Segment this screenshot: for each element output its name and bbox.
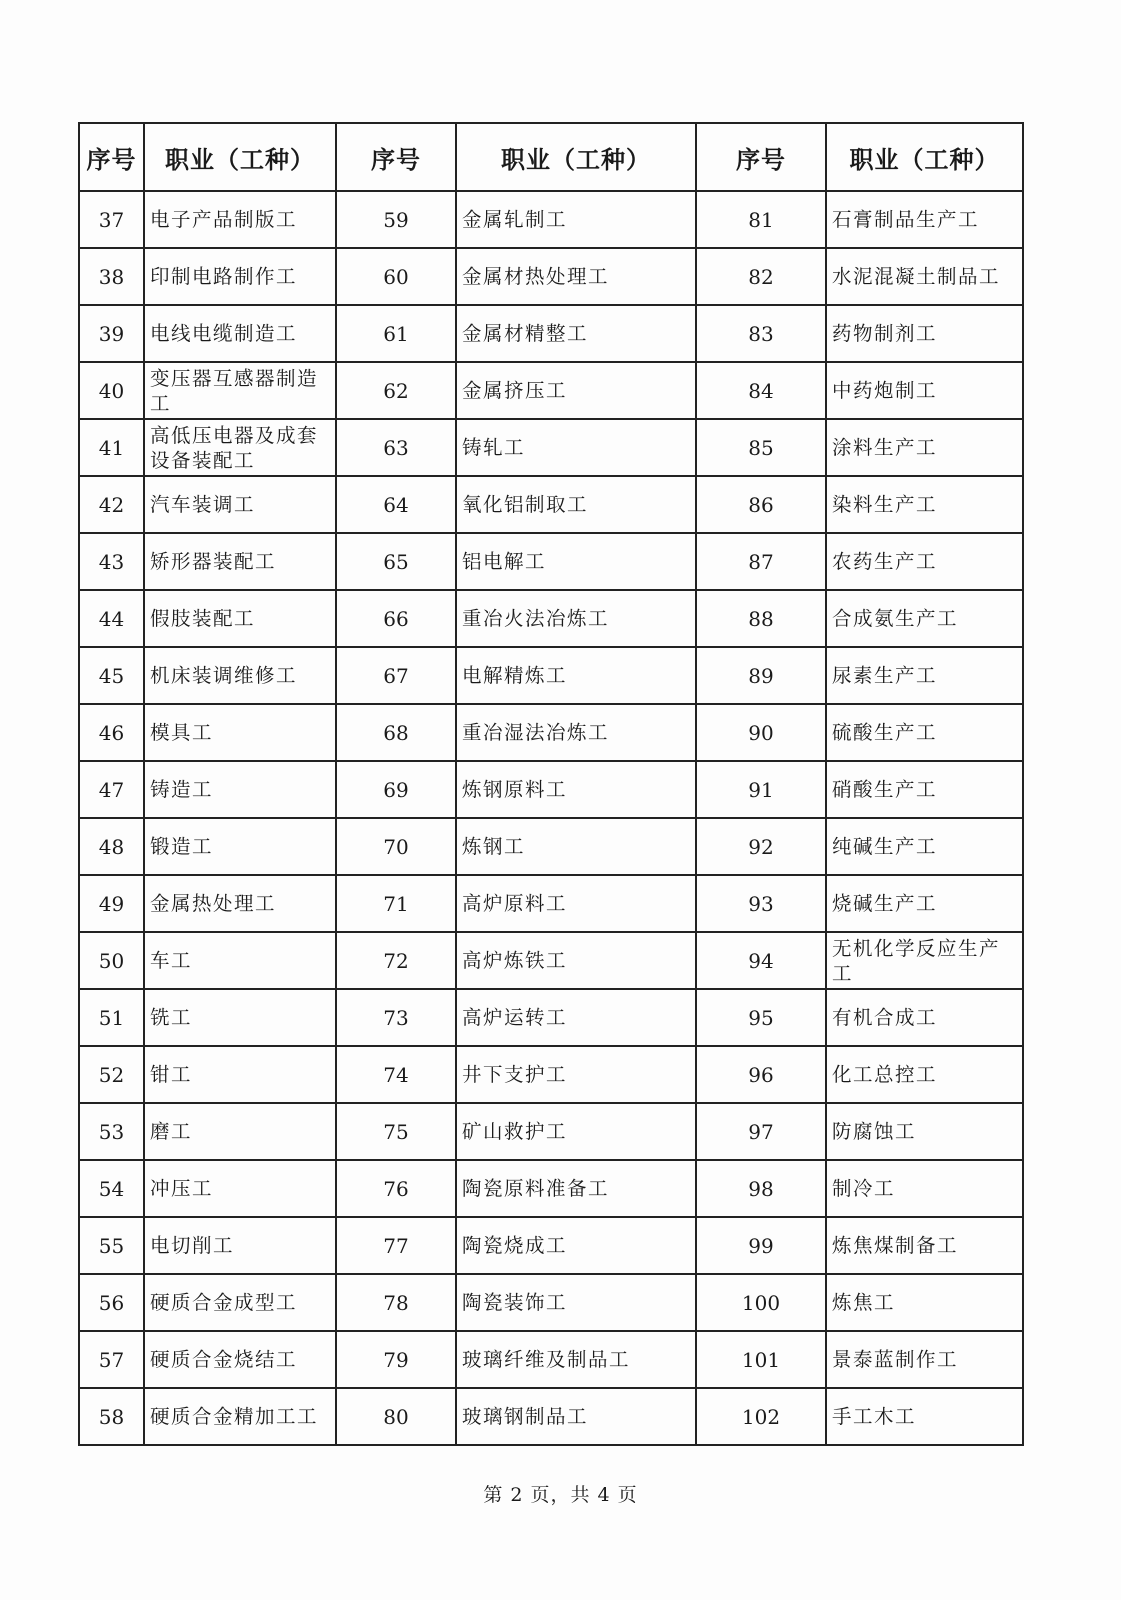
occupation-cell: 铸造工	[144, 761, 336, 818]
seq-cell: 37	[79, 191, 144, 248]
seq-cell: 48	[79, 818, 144, 875]
seq-cell: 85	[696, 419, 826, 476]
table-row	[79, 875, 1023, 932]
seq-cell: 97	[696, 1103, 826, 1160]
occupation-cell: 炼钢原料工	[456, 761, 696, 818]
seq-cell: 54	[79, 1160, 144, 1217]
occupation-cell: 合成氨生产工	[826, 590, 1023, 647]
occupation-cell: 炼焦煤制备工	[826, 1217, 1023, 1274]
seq-cell: 62	[336, 362, 456, 419]
occupation-cell: 染料生产工	[826, 476, 1023, 533]
occupation-cell: 玻璃钢制品工	[456, 1388, 696, 1445]
occupation-cell: 金属热处理工	[144, 875, 336, 932]
seq-cell: 38	[79, 248, 144, 305]
occupation-cell: 手工木工	[826, 1388, 1023, 1445]
seq-cell: 77	[336, 1217, 456, 1274]
occupation-cell: 炼钢工	[456, 818, 696, 875]
seq-cell: 41	[79, 419, 144, 476]
table-row	[79, 419, 1023, 476]
occupation-cell: 陶瓷装饰工	[456, 1274, 696, 1331]
table-row	[79, 761, 1023, 818]
occupation-cell: 金属材热处理工	[456, 248, 696, 305]
occupation-cell: 铸轧工	[456, 419, 696, 476]
occupation-cell: 矫形器装配工	[144, 533, 336, 590]
occupation-cell: 有机合成工	[826, 989, 1023, 1046]
seq-cell: 71	[336, 875, 456, 932]
header-seq: 序号	[696, 123, 826, 191]
occupation-cell: 金属材精整工	[456, 305, 696, 362]
occupation-cell: 中药炮制工	[826, 362, 1023, 419]
seq-cell: 53	[79, 1103, 144, 1160]
occupation-cell: 汽车装调工	[144, 476, 336, 533]
table-row	[79, 989, 1023, 1046]
occupation-cell: 模具工	[144, 704, 336, 761]
table-row	[79, 362, 1023, 419]
occupation-cell: 硬质合金烧结工	[144, 1331, 336, 1388]
occupation-table	[78, 122, 1024, 1446]
seq-cell: 101	[696, 1331, 826, 1388]
occupation-cell: 高炉炼铁工	[456, 932, 696, 989]
seq-cell: 99	[696, 1217, 826, 1274]
occupation-cell: 陶瓷烧成工	[456, 1217, 696, 1274]
occupation-cell: 电子产品制版工	[144, 191, 336, 248]
seq-cell: 51	[79, 989, 144, 1046]
seq-cell: 55	[79, 1217, 144, 1274]
seq-cell: 98	[696, 1160, 826, 1217]
occupation-cell: 铝电解工	[456, 533, 696, 590]
table-row	[79, 248, 1023, 305]
table-row	[79, 932, 1023, 989]
occupation-cell: 炼焦工	[826, 1274, 1023, 1331]
occupation-cell: 纯碱生产工	[826, 818, 1023, 875]
occupation-cell: 假肢装配工	[144, 590, 336, 647]
occupation-cell: 井下支护工	[456, 1046, 696, 1103]
occupation-cell: 水泥混凝土制品工	[826, 248, 1023, 305]
seq-cell: 95	[696, 989, 826, 1046]
page-number: 第 2 页，共 4 页	[483, 1484, 638, 1506]
occupation-cell: 冲压工	[144, 1160, 336, 1217]
header-occupation: 职业（工种）	[144, 123, 336, 191]
seq-cell: 93	[696, 875, 826, 932]
occupation-cell: 景泰蓝制作工	[826, 1331, 1023, 1388]
table-row	[79, 191, 1023, 248]
occupation-cell: 高炉运转工	[456, 989, 696, 1046]
table-row	[79, 476, 1023, 533]
occupation-cell: 制冷工	[826, 1160, 1023, 1217]
table-row	[79, 1217, 1023, 1274]
seq-cell: 57	[79, 1331, 144, 1388]
occupation-cell: 电线电缆制造工	[144, 305, 336, 362]
occupation-cell: 化工总控工	[826, 1046, 1023, 1103]
table-row	[79, 1388, 1023, 1445]
seq-cell: 60	[336, 248, 456, 305]
seq-cell: 44	[79, 590, 144, 647]
seq-cell: 59	[336, 191, 456, 248]
seq-cell: 88	[696, 590, 826, 647]
occupation-cell: 涂料生产工	[826, 419, 1023, 476]
seq-cell: 45	[79, 647, 144, 704]
occupation-cell: 石膏制品生产工	[826, 191, 1023, 248]
seq-cell: 66	[336, 590, 456, 647]
seq-cell: 70	[336, 818, 456, 875]
occupation-cell: 硬质合金成型工	[144, 1274, 336, 1331]
occupation-cell: 防腐蚀工	[826, 1103, 1023, 1160]
occupation-cell: 尿素生产工	[826, 647, 1023, 704]
seq-cell: 91	[696, 761, 826, 818]
seq-cell: 87	[696, 533, 826, 590]
occupation-cell: 矿山救护工	[456, 1103, 696, 1160]
occupation-cell: 农药生产工	[826, 533, 1023, 590]
seq-cell: 89	[696, 647, 826, 704]
occupation-cell: 氧化铝制取工	[456, 476, 696, 533]
seq-cell: 61	[336, 305, 456, 362]
occupation-cell: 烧碱生产工	[826, 875, 1023, 932]
seq-cell: 49	[79, 875, 144, 932]
occupation-cell: 金属轧制工	[456, 191, 696, 248]
seq-cell: 68	[336, 704, 456, 761]
seq-cell: 47	[79, 761, 144, 818]
occupation-cell: 硬质合金精加工工	[144, 1388, 336, 1445]
occupation-cell: 车工	[144, 932, 336, 989]
header-seq: 序号	[336, 123, 456, 191]
seq-cell: 75	[336, 1103, 456, 1160]
seq-cell: 80	[336, 1388, 456, 1445]
occupation-cell: 钳工	[144, 1046, 336, 1103]
seq-cell: 43	[79, 533, 144, 590]
seq-cell: 40	[79, 362, 144, 419]
occupation-cell: 高炉原料工	[456, 875, 696, 932]
occupation-cell: 玻璃纤维及制品工	[456, 1331, 696, 1388]
seq-cell: 83	[696, 305, 826, 362]
seq-cell: 52	[79, 1046, 144, 1103]
seq-cell: 82	[696, 248, 826, 305]
seq-cell: 102	[696, 1388, 826, 1445]
table-row	[79, 533, 1023, 590]
seq-cell: 58	[79, 1388, 144, 1445]
header-row	[79, 123, 1023, 191]
table-row	[79, 305, 1023, 362]
occupation-cell: 变压器互感器制造工	[144, 362, 336, 419]
seq-cell: 94	[696, 932, 826, 989]
seq-cell: 42	[79, 476, 144, 533]
table-row	[79, 590, 1023, 647]
seq-cell: 90	[696, 704, 826, 761]
table-row	[79, 1331, 1023, 1388]
seq-cell: 63	[336, 419, 456, 476]
occupation-cell: 机床装调维修工	[144, 647, 336, 704]
table-row	[79, 1103, 1023, 1160]
occupation-cell: 重冶湿法冶炼工	[456, 704, 696, 761]
seq-cell: 81	[696, 191, 826, 248]
seq-cell: 86	[696, 476, 826, 533]
seq-cell: 73	[336, 989, 456, 1046]
seq-cell: 79	[336, 1331, 456, 1388]
occupation-cell: 电切削工	[144, 1217, 336, 1274]
seq-cell: 76	[336, 1160, 456, 1217]
table-row	[79, 647, 1023, 704]
seq-cell: 39	[79, 305, 144, 362]
occupation-cell: 重冶火法冶炼工	[456, 590, 696, 647]
table-row	[79, 704, 1023, 761]
seq-cell: 84	[696, 362, 826, 419]
seq-cell: 69	[336, 761, 456, 818]
seq-cell: 72	[336, 932, 456, 989]
seq-cell: 96	[696, 1046, 826, 1103]
occupation-cell: 磨工	[144, 1103, 336, 1160]
occupation-cell: 陶瓷原料准备工	[456, 1160, 696, 1217]
occupation-cell: 无机化学反应生产工	[826, 932, 1023, 989]
seq-cell: 100	[696, 1274, 826, 1331]
occupation-cell: 药物制剂工	[826, 305, 1023, 362]
header-occupation: 职业（工种）	[456, 123, 696, 191]
occupation-cell: 硝酸生产工	[826, 761, 1023, 818]
seq-cell: 56	[79, 1274, 144, 1331]
occupation-cell: 高低压电器及成套设备装配工	[144, 419, 336, 476]
seq-cell: 78	[336, 1274, 456, 1331]
seq-cell: 50	[79, 932, 144, 989]
occupation-cell: 铣工	[144, 989, 336, 1046]
seq-cell: 65	[336, 533, 456, 590]
occupation-cell: 锻造工	[144, 818, 336, 875]
header-seq: 序号	[79, 123, 144, 191]
occupation-cell: 电解精炼工	[456, 647, 696, 704]
seq-cell: 92	[696, 818, 826, 875]
occupation-cell: 金属挤压工	[456, 362, 696, 419]
header-occupation: 职业（工种）	[826, 123, 1023, 191]
occupation-cell: 印制电路制作工	[144, 248, 336, 305]
table-row	[79, 1046, 1023, 1103]
table-row	[79, 818, 1023, 875]
seq-cell: 74	[336, 1046, 456, 1103]
occupation-cell: 硫酸生产工	[826, 704, 1023, 761]
seq-cell: 64	[336, 476, 456, 533]
table-row	[79, 1274, 1023, 1331]
seq-cell: 46	[79, 704, 144, 761]
seq-cell: 67	[336, 647, 456, 704]
table-row	[79, 1160, 1023, 1217]
